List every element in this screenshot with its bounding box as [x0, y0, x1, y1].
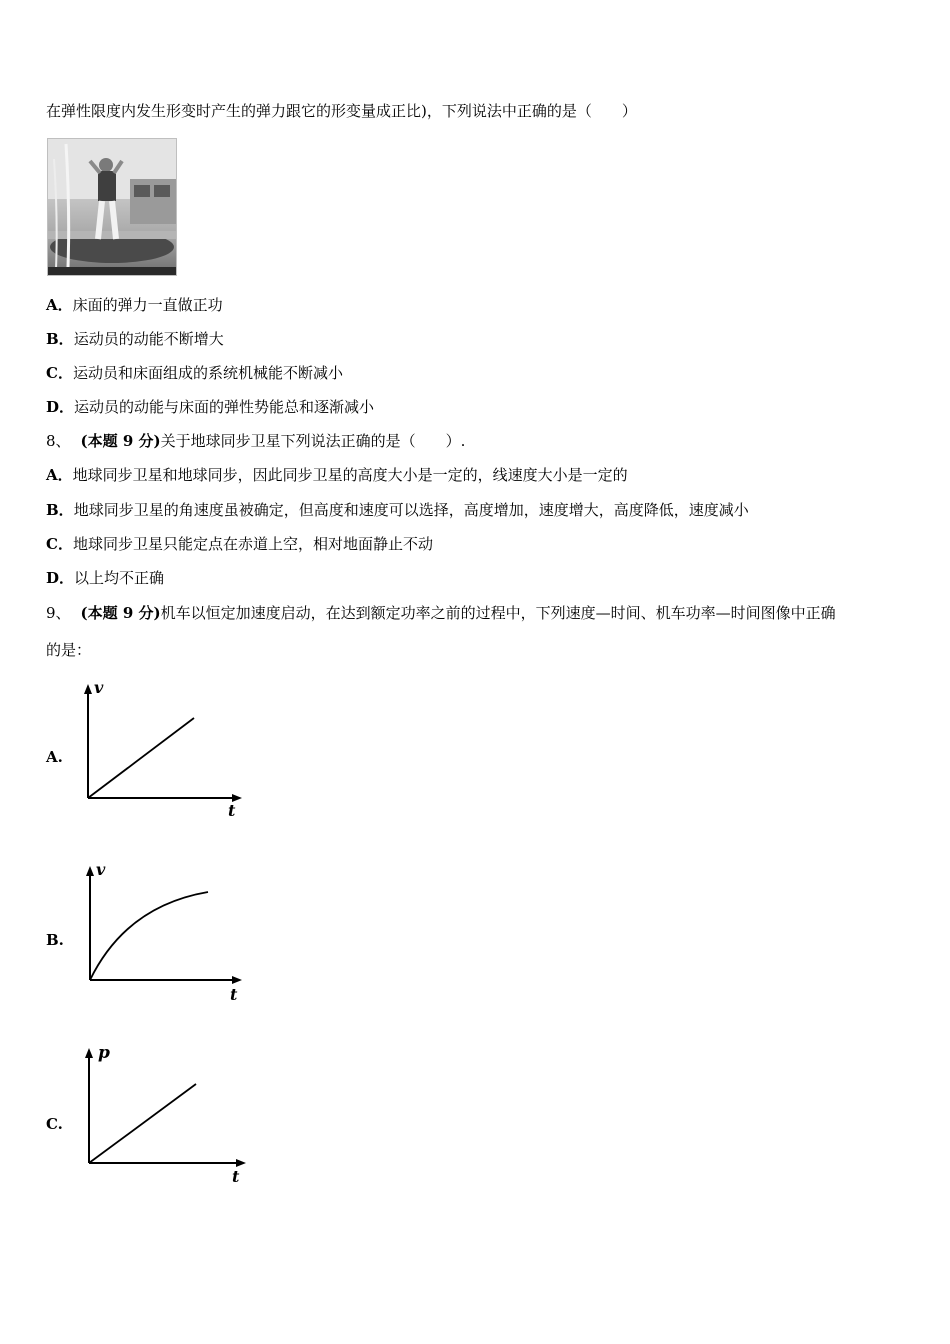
question-7-stem-continued: 在弹性限度内发生形变时产生的弹力跟它的形变量成正比)，下列说法中正确的是（ ）	[46, 102, 637, 120]
q9-option-b-label[interactable]: B.	[46, 931, 64, 949]
q7-option-a[interactable]: A．床面的弹力一直做正功	[46, 296, 223, 314]
trampoline-photo	[47, 138, 177, 276]
q9-option-c-label[interactable]: C.	[46, 1115, 63, 1133]
q9-option-a-label[interactable]: A.	[46, 748, 63, 766]
q7-option-d[interactable]: D．运动员的动能与床面的弹性势能总和逐渐减小	[46, 398, 375, 416]
question-9-stem-line2: 的是：	[46, 641, 92, 659]
q8-option-b[interactable]: B．地球同步卫星的角速度虽被确定，但高度和速度可以选择，高度增加，速度增大，高度降低，速度减小	[46, 501, 749, 519]
q7-option-c[interactable]: C．运动员和床面组成的系统机械能不断减小	[46, 364, 343, 382]
trampoline-photo-drawing	[48, 139, 176, 275]
q8-option-a[interactable]: A．地球同步卫星和地球同步，因此同步卫星的高度大小是一定的，线速度大小是一定的	[46, 466, 628, 484]
q9-b-y-axis-label: v	[96, 860, 106, 879]
q9-option-c-graph[interactable]	[76, 1040, 261, 1188]
q9-score: (本题 9 分)	[80, 604, 161, 622]
q9-a-x-axis-label: t	[228, 801, 236, 820]
q8-number: 8、	[46, 432, 71, 450]
question-8-stem	[46, 431, 465, 451]
q9-option-b-graph[interactable]	[76, 858, 256, 1003]
q8-stem-text: 关于地球同步卫星下列说法正确的是（ ）.	[160, 432, 466, 450]
q9-number: 9、	[46, 604, 71, 622]
question-9-stem	[46, 603, 836, 623]
q9-c-y-axis-label: p	[98, 1043, 110, 1063]
q8-score: (本题 9 分)	[80, 432, 161, 450]
q9-a-y-axis-label: v	[94, 678, 104, 697]
q9-option-a-graph[interactable]	[76, 676, 256, 821]
q8-option-d[interactable]: D．以上均不正确	[46, 569, 165, 587]
q8-option-c[interactable]: C．地球同步卫星只能定点在赤道上空，相对地面静止不动	[46, 535, 433, 553]
q7-option-b[interactable]: B．运动员的动能不断增大	[46, 330, 224, 348]
q9-b-x-axis-label: t	[230, 985, 238, 1003]
q9-c-x-axis-label: t	[232, 1167, 240, 1186]
q9-stem-text: 机车以恒定加速度启动，在达到额定功率之前的过程中，下列速度—时间、机车功率—时间图像中正确	[160, 604, 836, 622]
